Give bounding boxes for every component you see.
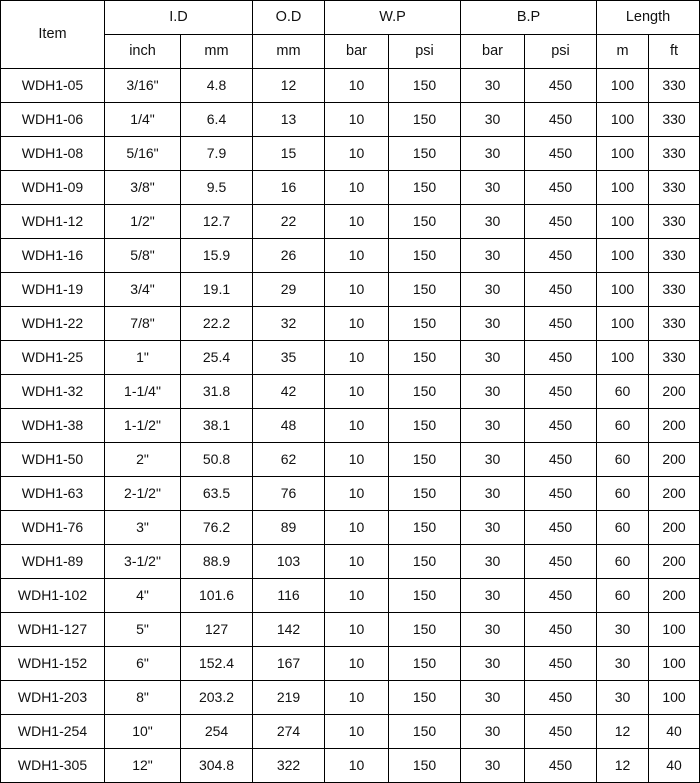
cell-bp-bar: 30: [461, 511, 525, 545]
cell-id-inch: 10": [105, 715, 181, 749]
cell-bp-bar: 30: [461, 137, 525, 171]
cell-length-m: 60: [597, 409, 649, 443]
cell-item: WDH1-06: [1, 103, 105, 137]
cell-item: WDH1-22: [1, 307, 105, 341]
table-row: [1, 137, 700, 171]
table-row: [1, 579, 700, 613]
cell-bp-psi: 450: [525, 749, 597, 783]
cell-bp-bar: 30: [461, 443, 525, 477]
cell-length-m: 12: [597, 715, 649, 749]
cell-wp-bar: 10: [325, 137, 389, 171]
cell-id-mm: 19.1: [181, 273, 253, 307]
cell-bp-psi: 450: [525, 647, 597, 681]
column-group-id: I.D: [105, 1, 253, 35]
cell-wp-bar: 10: [325, 171, 389, 205]
cell-bp-bar: 30: [461, 307, 525, 341]
cell-id-inch: 3-1/2": [105, 545, 181, 579]
cell-od-mm: 103: [253, 545, 325, 579]
cell-length-ft: 200: [649, 545, 700, 579]
cell-bp-bar: 30: [461, 341, 525, 375]
cell-wp-psi: 150: [389, 545, 461, 579]
cell-length-m: 60: [597, 375, 649, 409]
table-row: [1, 375, 700, 409]
table-row: [1, 545, 700, 579]
cell-bp-psi: 450: [525, 579, 597, 613]
column-group-od: O.D: [253, 1, 325, 35]
table-row: [1, 341, 700, 375]
cell-item: WDH1-25: [1, 341, 105, 375]
cell-id-mm: 304.8: [181, 749, 253, 783]
cell-od-mm: 15: [253, 137, 325, 171]
cell-id-inch: 7/8": [105, 307, 181, 341]
table-row: [1, 409, 700, 443]
cell-length-ft: 200: [649, 375, 700, 409]
cell-wp-psi: 150: [389, 171, 461, 205]
cell-wp-bar: 10: [325, 205, 389, 239]
cell-item: WDH1-05: [1, 69, 105, 103]
cell-od-mm: 76: [253, 477, 325, 511]
cell-bp-bar: 30: [461, 647, 525, 681]
cell-od-mm: 62: [253, 443, 325, 477]
cell-length-ft: 330: [649, 341, 700, 375]
cell-bp-bar: 30: [461, 613, 525, 647]
cell-bp-bar: 30: [461, 579, 525, 613]
cell-od-mm: 29: [253, 273, 325, 307]
cell-item: WDH1-12: [1, 205, 105, 239]
cell-id-mm: 22.2: [181, 307, 253, 341]
column-header-length-ft: ft: [649, 35, 700, 69]
cell-length-m: 60: [597, 579, 649, 613]
cell-length-ft: 200: [649, 443, 700, 477]
column-header-bp-bar: bar: [461, 35, 525, 69]
cell-id-inch: 6": [105, 647, 181, 681]
cell-id-inch: 3": [105, 511, 181, 545]
cell-od-mm: 274: [253, 715, 325, 749]
cell-id-mm: 4.8: [181, 69, 253, 103]
table-header: [1, 1, 700, 69]
cell-item: WDH1-50: [1, 443, 105, 477]
cell-length-ft: 330: [649, 273, 700, 307]
column-header-wp-bar: bar: [325, 35, 389, 69]
table-row: [1, 681, 700, 715]
cell-length-m: 100: [597, 103, 649, 137]
cell-id-inch: 3/16": [105, 69, 181, 103]
cell-id-mm: 6.4: [181, 103, 253, 137]
cell-bp-bar: 30: [461, 69, 525, 103]
cell-length-ft: 330: [649, 239, 700, 273]
cell-bp-psi: 450: [525, 307, 597, 341]
cell-bp-psi: 450: [525, 239, 597, 273]
cell-item: WDH1-127: [1, 613, 105, 647]
cell-od-mm: 13: [253, 103, 325, 137]
cell-item: WDH1-152: [1, 647, 105, 681]
cell-length-ft: 330: [649, 103, 700, 137]
cell-id-mm: 31.8: [181, 375, 253, 409]
cell-wp-psi: 150: [389, 307, 461, 341]
cell-id-mm: 203.2: [181, 681, 253, 715]
cell-length-m: 30: [597, 613, 649, 647]
cell-bp-psi: 450: [525, 103, 597, 137]
cell-length-ft: 330: [649, 69, 700, 103]
cell-od-mm: 42: [253, 375, 325, 409]
cell-wp-psi: 150: [389, 613, 461, 647]
cell-item: WDH1-203: [1, 681, 105, 715]
cell-wp-psi: 150: [389, 103, 461, 137]
cell-id-mm: 254: [181, 715, 253, 749]
cell-od-mm: 89: [253, 511, 325, 545]
cell-id-inch: 5/16": [105, 137, 181, 171]
column-header-od-mm: mm: [253, 35, 325, 69]
cell-wp-psi: 150: [389, 715, 461, 749]
cell-length-m: 100: [597, 69, 649, 103]
cell-od-mm: 22: [253, 205, 325, 239]
cell-bp-psi: 450: [525, 715, 597, 749]
table-row: [1, 613, 700, 647]
cell-length-m: 60: [597, 511, 649, 545]
cell-id-mm: 15.9: [181, 239, 253, 273]
table-row: [1, 477, 700, 511]
cell-wp-psi: 150: [389, 647, 461, 681]
cell-id-inch: 3/8": [105, 171, 181, 205]
cell-length-ft: 100: [649, 613, 700, 647]
cell-length-m: 100: [597, 273, 649, 307]
table-row: [1, 715, 700, 749]
cell-length-ft: 200: [649, 511, 700, 545]
cell-id-inch: 1/2": [105, 205, 181, 239]
cell-od-mm: 26: [253, 239, 325, 273]
cell-wp-bar: 10: [325, 511, 389, 545]
column-header-id-inch: inch: [105, 35, 181, 69]
cell-item: WDH1-89: [1, 545, 105, 579]
cell-bp-bar: 30: [461, 477, 525, 511]
cell-id-inch: 4": [105, 579, 181, 613]
cell-item: WDH1-102: [1, 579, 105, 613]
cell-length-m: 100: [597, 205, 649, 239]
cell-wp-bar: 10: [325, 69, 389, 103]
cell-wp-psi: 150: [389, 511, 461, 545]
cell-length-m: 100: [597, 307, 649, 341]
cell-wp-psi: 150: [389, 69, 461, 103]
cell-bp-psi: 450: [525, 613, 597, 647]
cell-item: WDH1-08: [1, 137, 105, 171]
table-row: [1, 239, 700, 273]
cell-wp-bar: 10: [325, 443, 389, 477]
cell-id-mm: 76.2: [181, 511, 253, 545]
column-header-id-mm: mm: [181, 35, 253, 69]
cell-id-inch: 3/4": [105, 273, 181, 307]
table-row: [1, 273, 700, 307]
cell-bp-bar: 30: [461, 545, 525, 579]
cell-wp-bar: 10: [325, 579, 389, 613]
table-body: [1, 69, 700, 783]
column-header-item: Item: [1, 1, 105, 69]
cell-wp-bar: 10: [325, 613, 389, 647]
table-row: [1, 103, 700, 137]
table-row: [1, 205, 700, 239]
cell-item: WDH1-32: [1, 375, 105, 409]
cell-bp-psi: 450: [525, 341, 597, 375]
cell-bp-psi: 450: [525, 409, 597, 443]
cell-id-inch: 1-1/2": [105, 409, 181, 443]
table-row: [1, 647, 700, 681]
cell-length-ft: 40: [649, 715, 700, 749]
cell-wp-bar: 10: [325, 749, 389, 783]
table-row: [1, 69, 700, 103]
cell-item: WDH1-254: [1, 715, 105, 749]
cell-wp-psi: 150: [389, 341, 461, 375]
table-row: [1, 749, 700, 783]
cell-length-m: 60: [597, 443, 649, 477]
cell-length-ft: 100: [649, 681, 700, 715]
cell-bp-psi: 450: [525, 545, 597, 579]
cell-id-inch: 1/4": [105, 103, 181, 137]
cell-id-inch: 1": [105, 341, 181, 375]
cell-wp-psi: 150: [389, 375, 461, 409]
cell-id-mm: 101.6: [181, 579, 253, 613]
cell-id-mm: 7.9: [181, 137, 253, 171]
cell-length-ft: 330: [649, 307, 700, 341]
cell-bp-psi: 450: [525, 171, 597, 205]
cell-length-ft: 40: [649, 749, 700, 783]
column-group-bp: B.P: [461, 1, 597, 35]
cell-wp-psi: 150: [389, 205, 461, 239]
cell-bp-bar: 30: [461, 749, 525, 783]
cell-wp-bar: 10: [325, 273, 389, 307]
cell-bp-psi: 450: [525, 681, 597, 715]
cell-wp-bar: 10: [325, 307, 389, 341]
cell-id-mm: 152.4: [181, 647, 253, 681]
cell-id-inch: 5": [105, 613, 181, 647]
cell-od-mm: 167: [253, 647, 325, 681]
cell-od-mm: 32: [253, 307, 325, 341]
cell-length-m: 100: [597, 137, 649, 171]
cell-item: WDH1-19: [1, 273, 105, 307]
cell-wp-psi: 150: [389, 273, 461, 307]
cell-bp-psi: 450: [525, 69, 597, 103]
cell-wp-psi: 150: [389, 137, 461, 171]
cell-bp-bar: 30: [461, 205, 525, 239]
cell-wp-bar: 10: [325, 647, 389, 681]
cell-wp-psi: 150: [389, 579, 461, 613]
cell-bp-bar: 30: [461, 681, 525, 715]
column-header-length-m: m: [597, 35, 649, 69]
cell-wp-psi: 150: [389, 409, 461, 443]
cell-wp-bar: 10: [325, 341, 389, 375]
cell-bp-bar: 30: [461, 409, 525, 443]
cell-length-ft: 200: [649, 477, 700, 511]
cell-od-mm: 48: [253, 409, 325, 443]
cell-bp-psi: 450: [525, 511, 597, 545]
cell-bp-psi: 450: [525, 375, 597, 409]
cell-wp-psi: 150: [389, 239, 461, 273]
cell-item: WDH1-09: [1, 171, 105, 205]
cell-id-inch: 2": [105, 443, 181, 477]
cell-item: WDH1-16: [1, 239, 105, 273]
cell-wp-bar: 10: [325, 477, 389, 511]
cell-id-mm: 25.4: [181, 341, 253, 375]
cell-length-m: 60: [597, 545, 649, 579]
column-header-wp-psi: psi: [389, 35, 461, 69]
cell-bp-bar: 30: [461, 715, 525, 749]
cell-od-mm: 16: [253, 171, 325, 205]
cell-id-mm: 12.7: [181, 205, 253, 239]
cell-length-ft: 100: [649, 647, 700, 681]
cell-bp-psi: 450: [525, 205, 597, 239]
cell-item: WDH1-38: [1, 409, 105, 443]
cell-length-m: 60: [597, 477, 649, 511]
table-row: [1, 171, 700, 205]
cell-length-m: 12: [597, 749, 649, 783]
cell-od-mm: 219: [253, 681, 325, 715]
cell-length-ft: 330: [649, 205, 700, 239]
cell-wp-bar: 10: [325, 545, 389, 579]
cell-wp-psi: 150: [389, 749, 461, 783]
cell-wp-psi: 150: [389, 477, 461, 511]
cell-bp-psi: 450: [525, 137, 597, 171]
cell-id-mm: 50.8: [181, 443, 253, 477]
cell-wp-psi: 150: [389, 681, 461, 715]
cell-od-mm: 12: [253, 69, 325, 103]
cell-bp-psi: 450: [525, 477, 597, 511]
cell-length-m: 30: [597, 647, 649, 681]
cell-bp-bar: 30: [461, 239, 525, 273]
cell-id-inch: 1-1/4": [105, 375, 181, 409]
cell-item: WDH1-63: [1, 477, 105, 511]
cell-bp-psi: 450: [525, 273, 597, 307]
cell-item: WDH1-305: [1, 749, 105, 783]
cell-od-mm: 35: [253, 341, 325, 375]
column-group-wp: W.P: [325, 1, 461, 35]
table-row: [1, 307, 700, 341]
cell-length-m: 100: [597, 341, 649, 375]
column-group-length: Length: [597, 1, 700, 35]
table-row: [1, 443, 700, 477]
cell-id-mm: 88.9: [181, 545, 253, 579]
cell-od-mm: 322: [253, 749, 325, 783]
cell-length-m: 100: [597, 171, 649, 205]
column-header-bp-psi: psi: [525, 35, 597, 69]
cell-bp-bar: 30: [461, 103, 525, 137]
cell-id-inch: 2-1/2": [105, 477, 181, 511]
table-row: [1, 511, 700, 545]
cell-id-mm: 38.1: [181, 409, 253, 443]
cell-wp-bar: 10: [325, 681, 389, 715]
cell-id-mm: 9.5: [181, 171, 253, 205]
cell-wp-bar: 10: [325, 239, 389, 273]
cell-wp-bar: 10: [325, 715, 389, 749]
cell-length-m: 30: [597, 681, 649, 715]
cell-od-mm: 142: [253, 613, 325, 647]
cell-wp-bar: 10: [325, 103, 389, 137]
cell-id-mm: 63.5: [181, 477, 253, 511]
cell-bp-bar: 30: [461, 375, 525, 409]
cell-id-inch: 12": [105, 749, 181, 783]
cell-od-mm: 116: [253, 579, 325, 613]
cell-item: WDH1-76: [1, 511, 105, 545]
cell-length-ft: 330: [649, 137, 700, 171]
cell-wp-bar: 10: [325, 375, 389, 409]
cell-bp-psi: 450: [525, 443, 597, 477]
cell-length-ft: 330: [649, 171, 700, 205]
cell-wp-psi: 150: [389, 443, 461, 477]
cell-id-inch: 5/8": [105, 239, 181, 273]
cell-length-ft: 200: [649, 409, 700, 443]
cell-length-ft: 200: [649, 579, 700, 613]
cell-id-inch: 8": [105, 681, 181, 715]
cell-wp-bar: 10: [325, 409, 389, 443]
cell-length-m: 100: [597, 239, 649, 273]
cell-bp-bar: 30: [461, 273, 525, 307]
cell-id-mm: 127: [181, 613, 253, 647]
cell-bp-bar: 30: [461, 171, 525, 205]
